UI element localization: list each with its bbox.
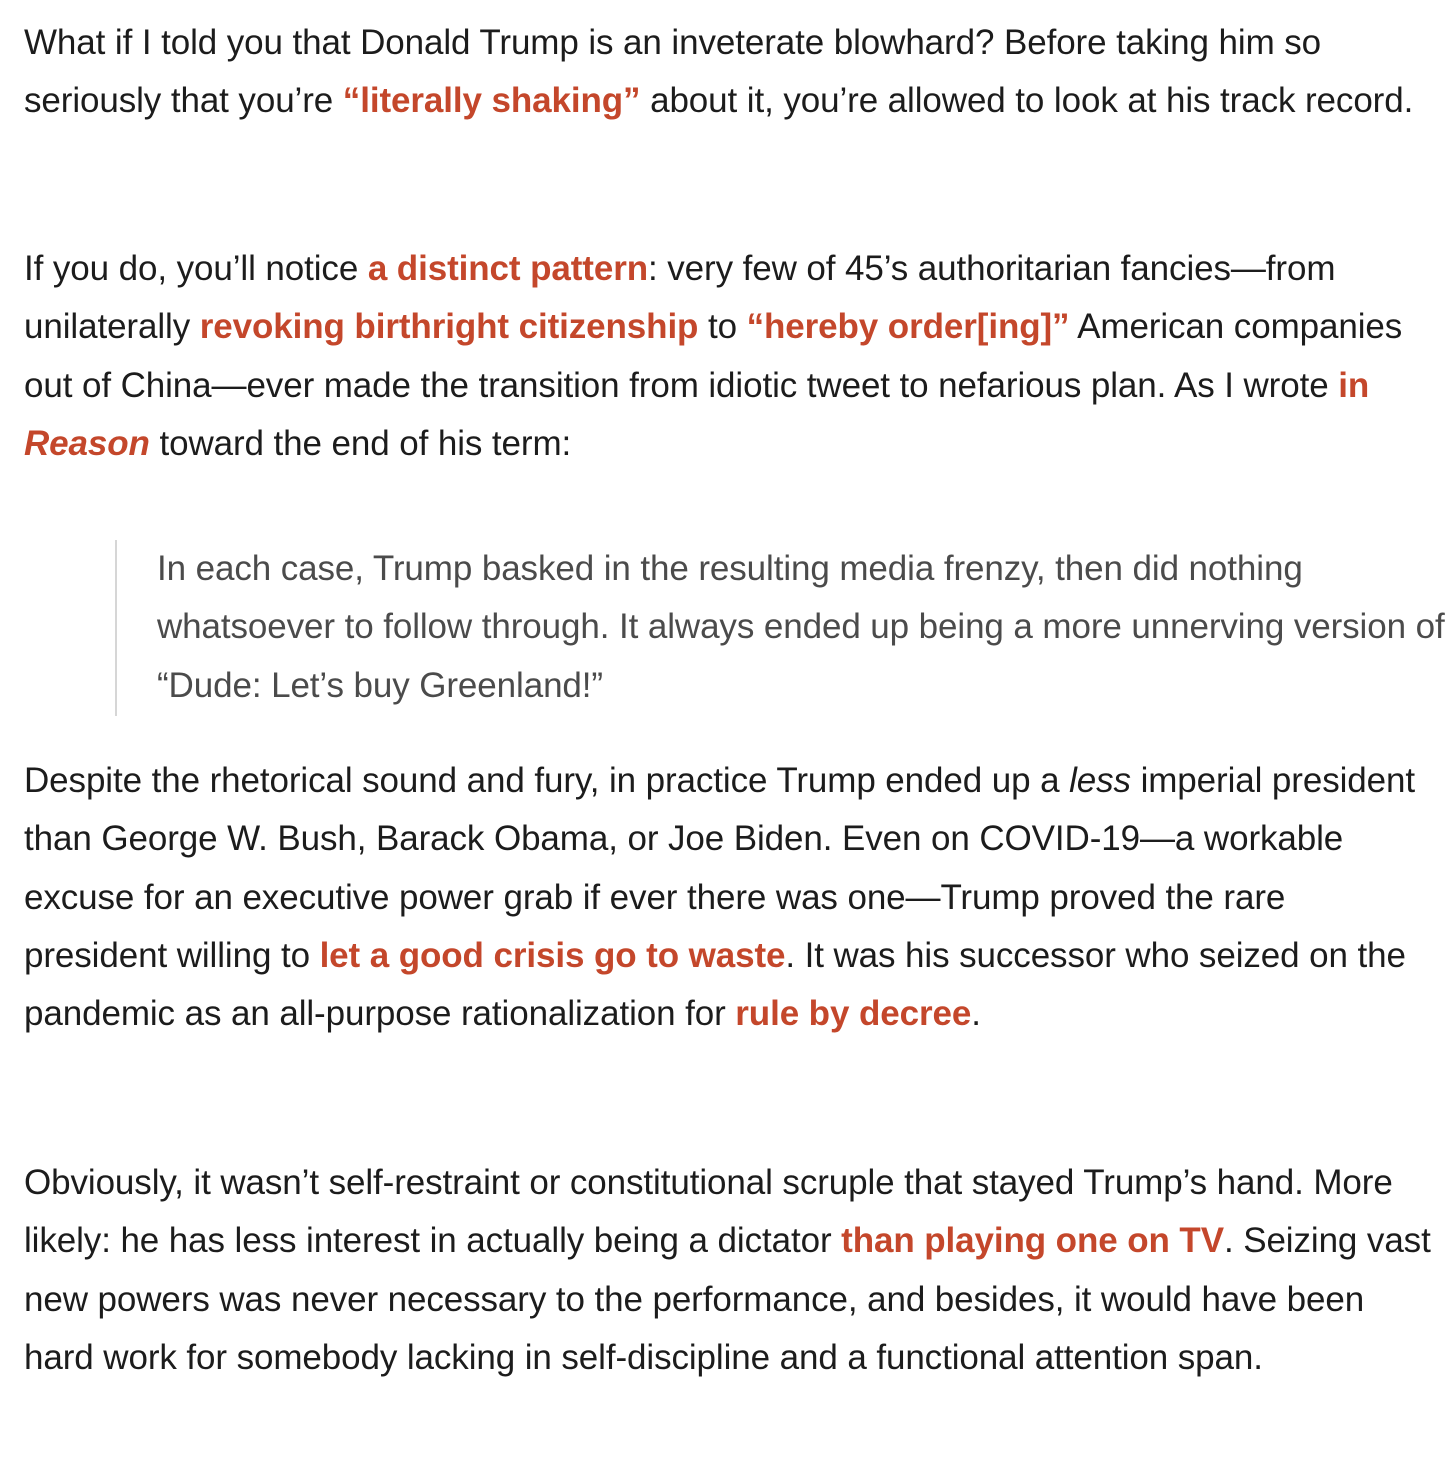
text: Despite the rhetorical sound and fury, in practice Trump ended up a — [24, 761, 1070, 800]
text: . Seizing vast new powers was never necessary to the performance, and besides, it would have been hard work for somebody lacking in self-discipline and a functional attention span. — [24, 1221, 1431, 1377]
text: toward the end of his term: — [149, 423, 572, 463]
text: imperial president than George W. Bush, Barack Obama, or Joe Biden. Even on COVID-19—a workable excuse for an executive power grab if ever there was one—Trump proved the rare president willing to — [24, 761, 1416, 975]
paragraph-4 — [24, 1154, 1434, 1387]
emphasis: less — [1069, 761, 1131, 800]
text: : very few of 45’s authoritarian fancies—from unilaterally — [24, 249, 1336, 347]
text: . — [971, 994, 981, 1034]
link-playing-one-on-tv[interactable]: than playing one on TV — [841, 1221, 1224, 1261]
publication-name: Reason — [24, 423, 150, 463]
link-hereby-ordering[interactable]: “hereby order[ing]” — [746, 307, 1070, 347]
link-distinct-pattern[interactable]: a distinct pattern — [367, 249, 648, 288]
paragraph-3 — [24, 752, 1434, 1043]
text: about it, you’re allowed to look at his track record. — [640, 81, 1414, 121]
link-literally-shaking[interactable]: “literally shaking” — [342, 81, 641, 121]
paragraph-1 — [24, 14, 1434, 131]
link-rule-by-decree[interactable]: rule by decree — [735, 994, 972, 1034]
link-birthright-citizenship[interactable]: revoking birthright citizenship — [199, 307, 699, 347]
text: What if I told you that Donald Trump is an inveterate blowhard? Before taking him so seriously that you’re — [24, 23, 1322, 121]
paragraph-2 — [24, 240, 1434, 473]
quote-text: In each case, Trump basked in the resulting media frenzy, then did nothing whatsoever to follow through. It always ended up being a more unnerving version of “Dude: Let’s buy Greenland!” — [157, 549, 1445, 705]
text: . It was his successor who seized on the pandemic as an all-purpose rationalization for — [24, 935, 1406, 1034]
link-good-crisis[interactable]: let a good crisis go to waste — [319, 935, 786, 975]
text: Obviously, it wasn’t self-restraint or constitutional scruple that stayed Trump’s hand. More likely: he has less interest in actually being a dictator — [24, 1163, 1393, 1261]
link-prefix: in — [1338, 365, 1370, 405]
blockquote — [115, 540, 1445, 716]
text: If you do, you’ll notice — [24, 249, 368, 288]
text: American companies out of China—ever made the transition from idiotic tweet to nefarious plan. As I wrote — [24, 307, 1403, 405]
text: to — [698, 307, 747, 347]
